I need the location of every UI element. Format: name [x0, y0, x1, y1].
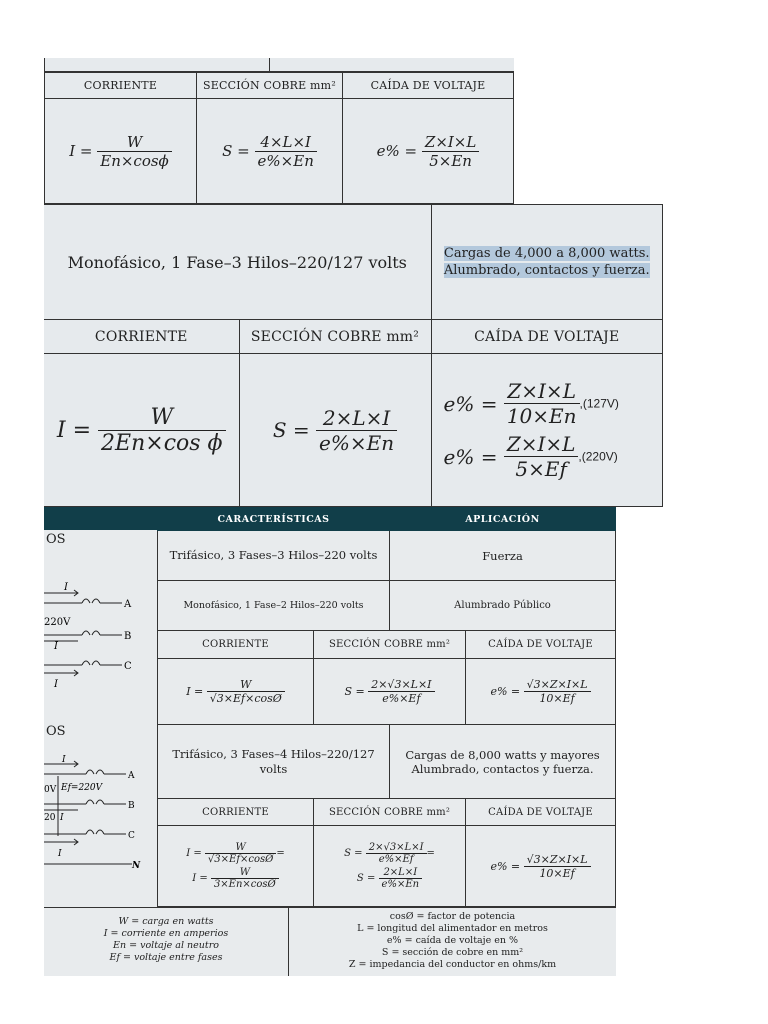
row1-application: Fuerza	[390, 531, 616, 581]
row3-system: Trifásico, 3 Fases–4 Hilos–220/127 volts	[158, 725, 390, 799]
svg-text:N: N	[132, 861, 141, 871]
application-cell	[431, 205, 663, 320]
side-label-1: OS	[46, 532, 66, 547]
f2-caida: e% = $\frac{√3\times Z\times I\times L}{10\times Ef}$	[466, 826, 616, 907]
sub2-header-seccion: SECCIÓN COBRE mm²	[314, 799, 466, 826]
four-wire-diagram	[44, 752, 157, 892]
sub1-header-corriente: CORRIENTE	[158, 631, 314, 659]
formula-table-middle	[44, 204, 663, 507]
legend	[44, 907, 616, 976]
header-aplicacion: APLICACIÓN	[390, 508, 616, 531]
svg-text:220V: 220V	[44, 617, 71, 628]
sub1-header-caida: CAÍDA DE VOLTAJE	[466, 631, 616, 659]
svg-text:I: I	[60, 813, 64, 823]
sub2-header-corriente: CORRIENTE	[158, 799, 314, 826]
formula-caida: e% = $\frac{Z\times I\times L}{5\times En}$	[343, 99, 514, 204]
svg-text:C: C	[128, 831, 135, 841]
application-line-2[interactable]: Alumbrado, contactos y fuerza.	[443, 263, 650, 278]
svg-text:20: 20	[44, 813, 56, 823]
svg-text:B: B	[124, 631, 132, 642]
three-wire-diagram	[44, 577, 157, 697]
svg-text:I: I	[54, 641, 58, 652]
header-corriente: CORRIENTE	[44, 320, 239, 354]
formula-table-top	[44, 58, 514, 204]
formula-corriente: I = $\frac{W}{En\times\cos\phi}$	[45, 99, 197, 204]
header-caida: CAÍDA DE VOLTAJE	[343, 73, 514, 99]
formula-seccion: S = $\frac{4\times L\times I}{e\%\times En}$	[197, 99, 343, 204]
svg-text:C: C	[124, 661, 132, 672]
sub2-header-caida: CAÍDA DE VOLTAJE	[466, 799, 616, 826]
svg-text:B: B	[128, 801, 135, 811]
row1-system: Trifásico, 3 Fases–3 Hilos–220 volts	[158, 531, 390, 581]
formula-table-bottom	[44, 507, 616, 976]
side-label-2: OS	[46, 724, 66, 739]
formula-caida-127v: e% = $\frac{Z\times I\times L}{10\times En}$ ,(127V)	[443, 379, 619, 428]
f2-seccion: S = $\frac{2\times√3\times L\times I}{e\%\times Ef}$ = S = $\frac{2\times L\times I}{e\%\times En}$	[314, 826, 466, 907]
top-strip	[44, 58, 514, 72]
header-caida: CAÍDA DE VOLTAJE	[431, 320, 663, 354]
svg-text:I: I	[54, 679, 58, 690]
svg-text:Ef=220V: Ef=220V	[61, 783, 103, 793]
f1-caida: e% = $\frac{√3\times Z\times I\times L}{10\times Ef}$	[466, 659, 616, 725]
system-description: Monofásico, 1 Fase–3 Hilos–220/127 volts	[44, 205, 431, 320]
legend-left: W = carga en watts I = corriente en amperios En = voltaje al neutro Ef = voltaje entre fases	[103, 916, 229, 963]
formula-caida-220v: e% = $\frac{Z\times I\times L}{5\times Ef}$ ,(220V)	[443, 432, 618, 481]
row2-system: Monofásico, 1 Fase–2 Hilos–220 volts	[158, 581, 390, 631]
svg-text:A: A	[124, 599, 132, 610]
f1-corriente: I = $\frac{W}{√3\times Ef\times\cos Ø}$	[158, 659, 314, 725]
header-corriente: CORRIENTE	[45, 73, 197, 99]
formula-caida	[431, 354, 663, 507]
svg-text:0V: 0V	[44, 785, 57, 795]
row2-application: Alumbrado Público	[390, 581, 616, 631]
svg-text:A: A	[128, 771, 135, 781]
f1-seccion: S = $\frac{2\times√3\times L\times I}{e\%\times Ef}$	[314, 659, 466, 725]
diagram-column	[44, 507, 157, 907]
formula-seccion: S = $\frac{2\times L\times I}{e\%\times En}$	[239, 354, 431, 507]
header-seccion: SECCIÓN COBRE mm²	[197, 73, 343, 99]
header-caracteristicas: CARACTERÍSTICAS	[158, 508, 390, 531]
svg-text:I: I	[58, 849, 62, 859]
header-seccion: SECCIÓN COBRE mm²	[239, 320, 431, 354]
formula-corriente: I = $\frac{W}{\text{2En×cos ϕ}}$	[44, 354, 239, 507]
f2-corriente: I = $\frac{W}{√3\times Ef\times\cos Ø}$ = I = $\frac{W}{3\times En\times\cos Ø}$	[158, 826, 314, 907]
row3-application: Cargas de 8,000 watts y mayores Alumbrado, contactos y fuerza.	[390, 725, 616, 799]
sub1-header-seccion: SECCIÓN COBRE mm²	[314, 631, 466, 659]
svg-text:I: I	[62, 755, 66, 765]
legend-right: cosØ = factor de potencia L = longitud del alimentador en metros e% = caída de voltaje en % S = sección de cobre en mm² Z = impedancia del conductor en ohms/km	[348, 911, 557, 970]
application-line-1[interactable]: Cargas de 4,000 a 8,000 watts.	[443, 246, 650, 261]
svg-text:I: I	[64, 582, 68, 593]
